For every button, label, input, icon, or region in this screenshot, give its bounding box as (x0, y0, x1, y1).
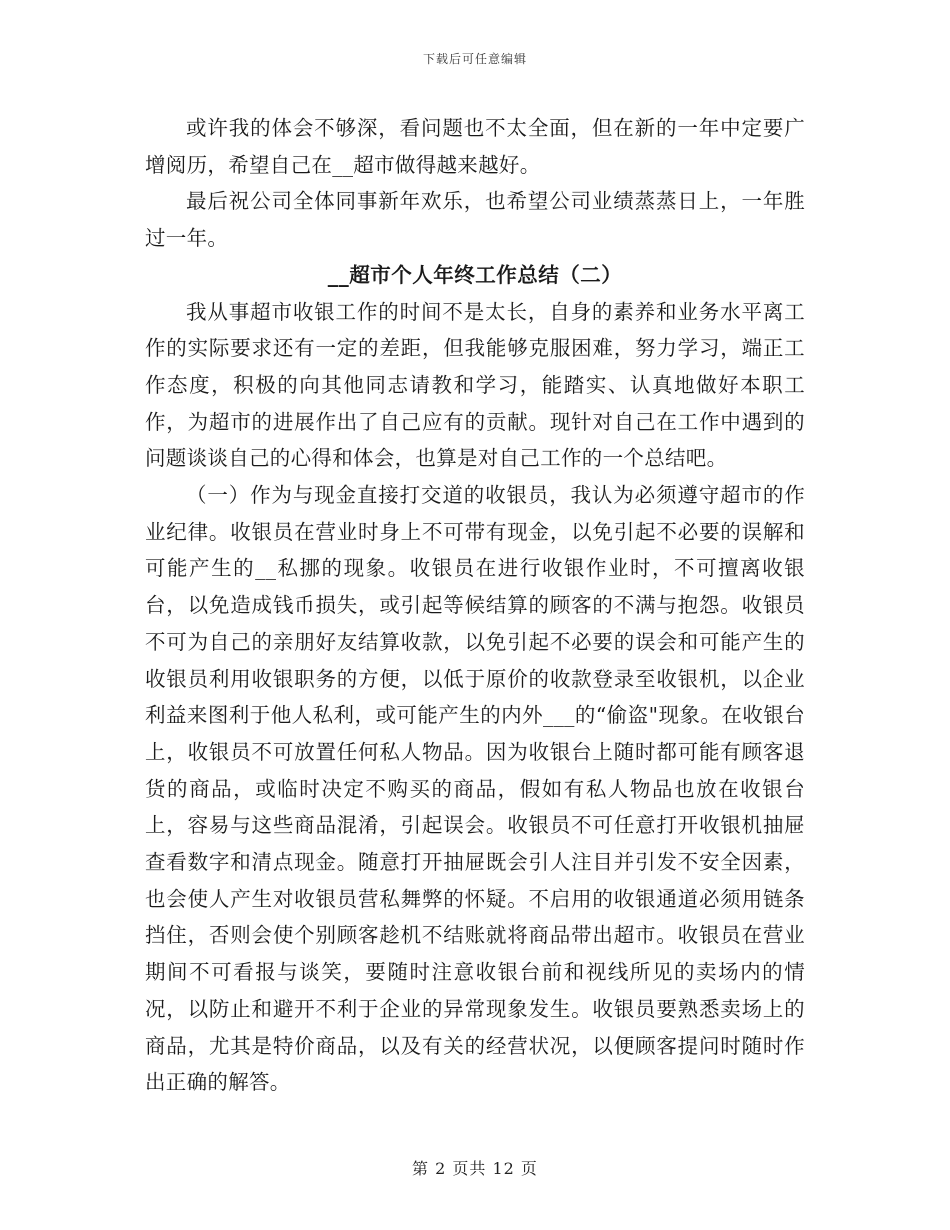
page-number: 第 2 页共 12 页 (412, 1159, 538, 1178)
paragraph: 我从事超市收银工作的时间不是太长，自身的素养和业务水平离工作的实际要求还有一定的差距，但我能够克服困难，努力学习，端正工作态度，积极的向其他同志请教和学习，能踏实、认真地做好本职工作，为超市的进展作出了自己应有的贡献。现针对自己在工作中遇到的问题谈谈自己的心得和体会，也算是对自己工作的一个总结吧。 (145, 299, 805, 471)
section-title: __超市个人年终工作总结（二） (327, 262, 623, 287)
paragraph: （一）作为与现金直接打交道的收银员，我认为必须遵守超市的作业纪律。收银员在营业时身上不可带有现金，以免引起不必要的误解和可能产生的__私挪的现象。收银员在进行收银作业时，不可擅离收银台，以免造成钱币损失，或引起等候结算的顾客的不满与抱怨。收银员不可为自己的亲朋好友结算收款，以免引起不必要的误会和可能产生的收银员利用收银职务的方便，以低于原价的收款登录至收银机，以企业利益来图利于他人私利，或可能产生的内外___的“偷盗"现象。在收银台上，收银员不可放置任何私人物品。因为收银台上随时都可能有顾客退货的商品，或临时决定不购买的商品，假如有私人物品也放在收银台上，容易与这些商品混淆，引起误会。收银员不可任意打开收银机抽屉查看数字和清点现金。随意打开抽屉既会引人注目并引发不安全因素，也会使人产生对收银员营私舞弊的怀疑。不启用的收银通道必须用链条挡住，否则会使个别顾客趁机不结账就将商品带出超市。收银员在营业期间不可看报与谈笑，要随时注意收银台前和视线所见的卖场内的情况，以防止和避开不利于企业的异常现象发生。收银员要熟悉卖场上的商品，尤其是特价商品，以及有关的经营状况，以便顾客提问时随时作出正确的解答。 (145, 483, 805, 1095)
document-body (145, 110, 805, 1101)
paragraph: 或许我的体会不够深，看问题也不太全面，但在新的一年中定要广增阅历，希望自己在__超市做得越来越好。 (145, 116, 805, 177)
paragraph: 最后祝公司全体同事新年欢乐，也希望公司业绩蒸蒸日上，一年胜过一年。 (145, 189, 805, 251)
page-header: 下载后可任意编辑 (422, 52, 527, 66)
